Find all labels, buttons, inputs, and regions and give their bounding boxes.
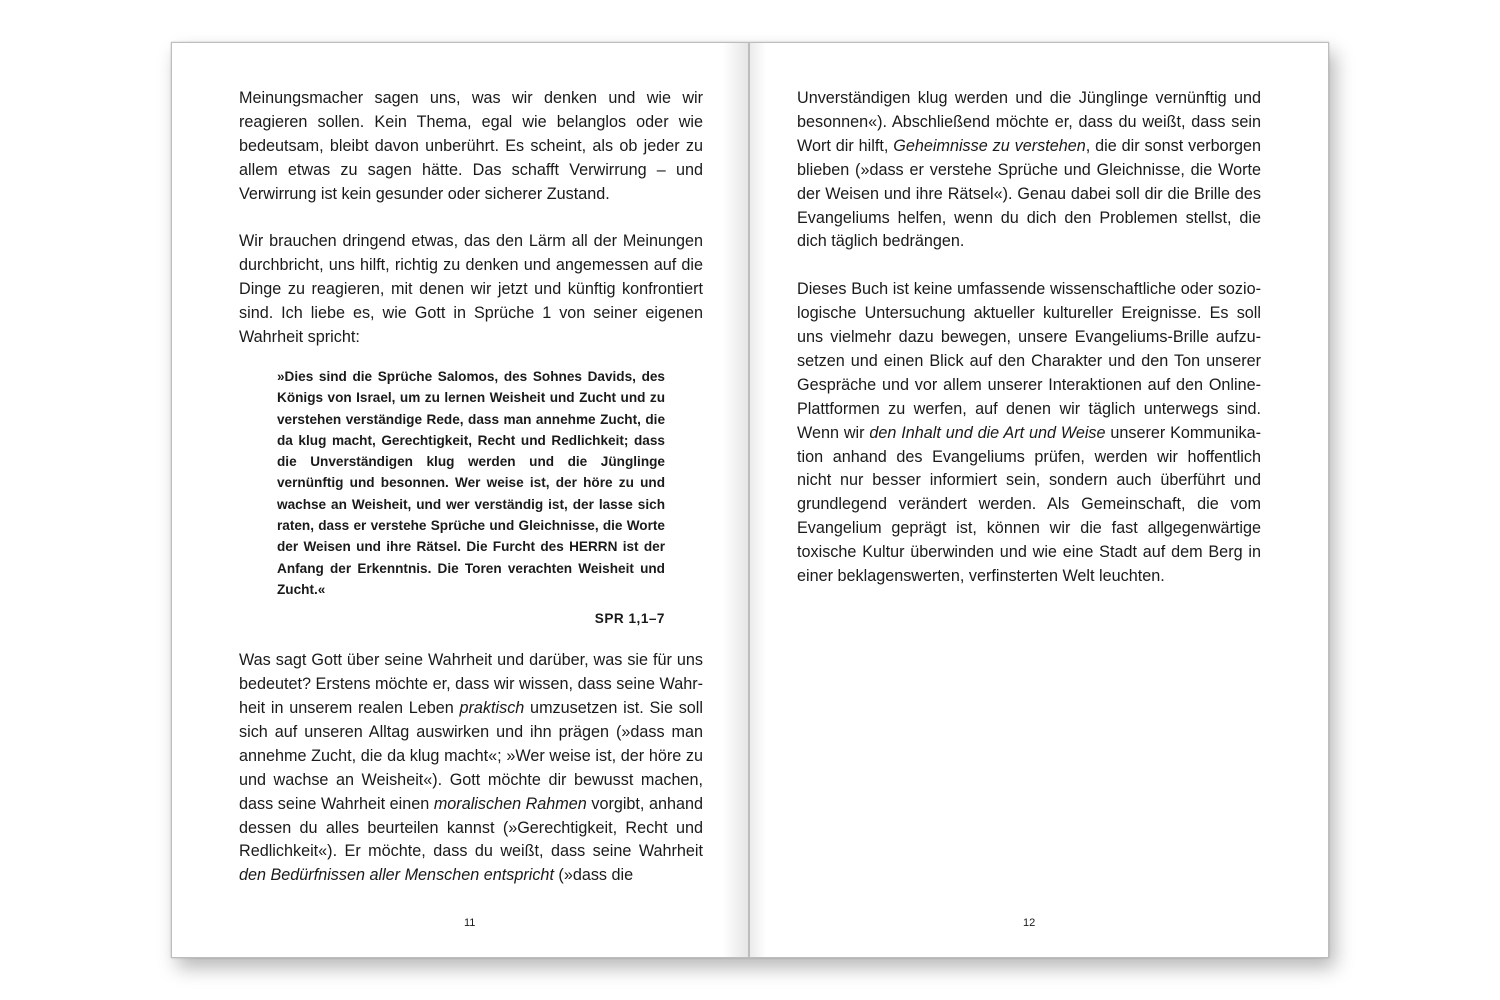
right-page-text (797, 87, 1261, 589)
paragraph: Was sagt Gott über seine Wahrheit und darüber, was sie für uns bedeutet? Erstens möchte er, dass wir wissen, dass seine Wahrheit in unserem realen Leben praktisch umzusetzen ist. Sie soll sich auf unseren Alltag auswirken und ihn prägen (»dass man annehme Zucht, die da klug macht«; »Wer weise ist, der höre zu und wachse an Weisheit«). Gott möchte dir bewusst machen, dass seine Wahrheit einen moralischen Rahmen vorgibt, anhand dessen du alles beurteilen kannst (»Gerechtigkeit, Recht und Redlichkeit«). Er möchte, dass du weißt, dass seine Wahrheit den Bedürfnissen aller Menschen entspricht (»dass die (239, 651, 703, 885)
left-page (171, 42, 749, 958)
page-number: 12 (1023, 917, 1036, 929)
bible-quote: »Dies sind die Sprüche Salomos, des Sohnes Davids, des Königs von Israel, um zu lernen Weisheit und Zucht und zu verstehen verständige Rede, dass man annehme Zucht, die da klug macht, Gerechtigkeit, Recht und Redlichkeit; dass die Unverständigen klug werden und die Jünglinge vernünftig und besonnen. Wer weise ist, der höre zu und wachse an Weisheit, und wer verständig ist, der lasse sich raten, dass er verstehe Sprüche und Gleichnisse, die Worte der Weisen und ihre Rätsel. Die Furcht des HERRN ist der Anfang der Erkenntnis. Die Toren verachten Weisheit und Zucht.« (277, 368, 665, 597)
emphasis: praktisch (459, 699, 525, 718)
emphasis: moralischen Rahmen (433, 794, 587, 813)
right-page (749, 42, 1329, 958)
paragraph: Dieses Buch ist keine umfassende wissenschaftliche oder soziologische Untersuchung aktueller kultureller Ereignisse. Es soll uns vielmehr dazu bewegen, unsere Evangeliums-Brille aufzusetzen und einen Blick auf den Charakter und den Ton unserer Gespräche und vor allem unserer Interaktionen auf den Online-Plattformen zu werfen, auf denen wir täglich unterwegs sind. Wenn wir den Inhalt und die Art und Weise unserer Kommunikation anhand des Evangeliums prüfen, werden wir hoffentlich nicht nur besser informiert sein, sondern auch überführt und grundlegend verändert werden. Als Gemeinschaft, die vom Evangelium geprägt ist, können wir die fast allgegenwärtige toxische Kultur überwinden und wie eine Stadt auf dem Berg in einer beklagenswerten, verfinsterten Welt leuchten. (797, 280, 1261, 586)
paragraph: Meinungsmacher sagen uns, was wir denken und wie wir reagieren sollen. Kein Thema, egal wie belanglos oder wie bedeutsam, bleibt davon unberührt. Es scheint, als ob jeder zu allem etwas zu sagen hätte. Das schafft Verwirrung – und Verwirrung ist kein gesunder oder sicherer Zustand. (239, 89, 703, 203)
quote-reference: SPR 1,1–7 (594, 611, 665, 627)
emphasis: Geheimnisse zu verstehen (893, 136, 1086, 155)
paragraph: Wir brauchen dringend etwas, das den Lärm all der Meinungen durchbricht, uns hilft, richtig zu denken und angemessen auf die Dinge zu reagieren, mit denen wir jetzt und künftig konfrontiert sind. Ich liebe es, wie Gott in Sprüche 1 von seiner eigenen Wahrheit spricht: (239, 232, 703, 347)
book-spread (171, 42, 1329, 958)
left-page-text (239, 87, 703, 888)
paragraph: Unverständigen klug werden und die Jünglinge vernünftig und besonnen«). Abschließend möchte er, dass du weißt, dass sein Wort dir hilft, Geheimnisse zu verstehen, die dir sonst verborgen blieben (»dass er verstehe Sprüche und Gleichnisse, die Worte der Weisen und ihre Rätsel«). Genau dabei soll dir die Brille des Evangeliums helfen, wenn du dich den Problemen stellst, die dich täglich bedrängen. (797, 89, 1262, 251)
emphasis: den Bedürfnissen aller Menschen entspricht (239, 866, 554, 885)
emphasis: den Inhalt und die Art und Weise (869, 423, 1106, 442)
page-number: 11 (464, 917, 476, 929)
